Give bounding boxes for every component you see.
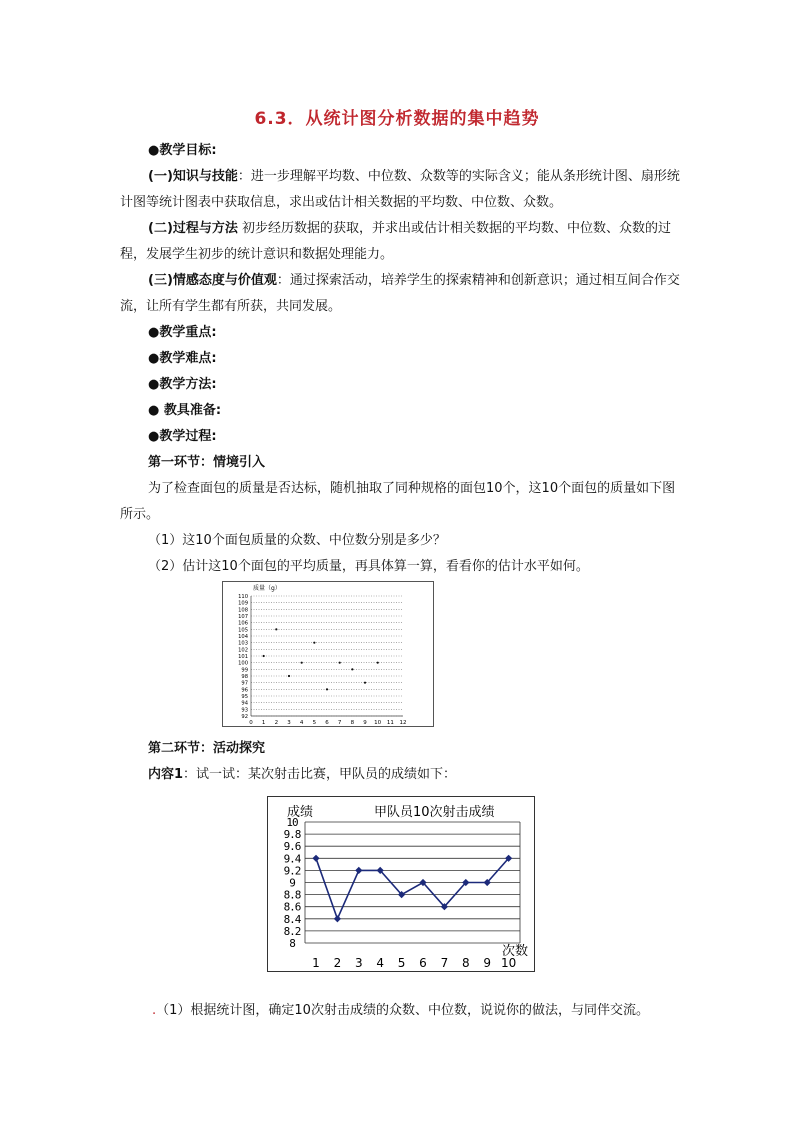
x-axis-title: 次数 (501, 944, 529, 959)
y-tick-label: 8.8 (283, 888, 301, 902)
bread-weight-chart-svg (223, 582, 433, 726)
data-point (288, 675, 290, 677)
section2-title: 第二环节：活动探究 (148, 741, 266, 756)
tools-heading: ● 教具准备: (148, 403, 222, 418)
x-tick-label: 2 (333, 956, 342, 970)
x-tick-label: 0 (249, 720, 253, 726)
section1-text: 为了检查面包的质量是否达标，随机抽取了同种规格的面包10个，这10个面包的质量如下图所示。 (120, 481, 676, 522)
x-tick-label: 4 (376, 956, 385, 970)
x-tick-label: 10 (374, 720, 382, 726)
y-tick-label: 10 (286, 816, 298, 829)
y-tick-label: 108 (238, 607, 248, 614)
x-tick-label: 3 (354, 956, 363, 970)
y-tick-label: 97 (241, 680, 248, 687)
data-point-marker (334, 915, 341, 922)
x-tick-label: 8 (461, 956, 470, 970)
y-tick-label: 93 (241, 707, 248, 714)
section1-title: 第一环节：情境引入 (148, 455, 266, 470)
bread-weight-chart (222, 581, 434, 727)
goal1-label: (一)知识与技能 (148, 169, 238, 184)
x-tick-label: 4 (299, 720, 304, 726)
x-tick-label: 1 (312, 956, 320, 970)
goal2-text: 初步经历数据的获取，并求出或估计相关数据的平均数、中位数、众数的过程，发展学生初步的统计意识和数据处理能力。 (120, 221, 672, 262)
y-tick-label: 100 (238, 660, 248, 667)
process-heading: ●教学过程: (148, 429, 217, 444)
data-point (326, 688, 328, 690)
goal3-paragraph (120, 268, 680, 320)
y-tick-label: 105 (238, 627, 248, 634)
y-tick-label: 8 (289, 937, 295, 950)
y-tick-label: 101 (238, 654, 248, 660)
x-tick-label: 3 (287, 720, 291, 726)
y-tick-label: 9 (289, 876, 295, 890)
goal1-text: ：进一步理解平均数、中位数、众数等的实际含义；能从条形统计图、扇形统计图等统计图表中获取信息，求出或估计相关数据的平均数、中位数、众数。 (120, 169, 680, 210)
x-tick-label: 5 (312, 720, 317, 726)
data-point (263, 655, 265, 657)
x-tick-label: 12 (399, 720, 407, 726)
content1-line (148, 762, 456, 788)
y-tick-label: 8.6 (283, 900, 301, 914)
question2: （2）估计这10个面包的平均质量，再具体算一算，看看你的估计水平如何。 (148, 559, 589, 574)
y-tick-label: 9.2 (283, 864, 301, 878)
content1-label: 内容1 (148, 767, 184, 782)
x-tick-label: 11 (386, 720, 394, 726)
y-tick-label: 106 (238, 620, 248, 627)
goals-heading: ●教学目标: (148, 143, 217, 158)
data-point (301, 662, 303, 664)
x-tick-label: 2 (274, 720, 279, 726)
content1-text: ：试一试：某次射击比赛，甲队员的成绩如下： (183, 767, 457, 782)
data-point (377, 662, 379, 664)
x-tick-label: 6 (419, 956, 427, 970)
y-tick-label: 102 (238, 647, 248, 654)
x-tick-label: 7 (337, 720, 342, 726)
y-tick-label: 95 (241, 694, 248, 700)
y-axis-label: 质量（g） (253, 585, 281, 592)
bullet-mark: . (152, 1003, 157, 1018)
y-tick-label: 98 (241, 674, 248, 680)
chart-title: 甲队员10次射击成绩 (374, 805, 495, 820)
x-tick-label: 7 (440, 956, 449, 970)
key-point-heading: ●教学重点: (148, 325, 217, 340)
final-question: .（1）根据统计图，确定10次射击成绩的众数、中位数，说说你的做法，与同伴交流。 (152, 1003, 649, 1018)
x-tick-label: 6 (325, 720, 329, 726)
x-tick-label: 5 (397, 956, 406, 970)
data-point-marker (355, 867, 362, 874)
y-tick-label: 8.2 (283, 924, 301, 938)
data-point (313, 642, 315, 644)
x-tick-label: 9 (483, 956, 492, 970)
goal3-text: ：通过探索活动，培养学生的探索精神和创新意识；通过相互间合作交流，让所有学生都有所获，共同发展。 (120, 273, 680, 314)
goal2-label: (二)过程与方法 (148, 221, 238, 236)
y-tick-label: 104 (238, 634, 248, 640)
y-tick-label: 9.4 (283, 852, 301, 866)
y-tick-label: 94 (241, 700, 248, 707)
goal1-paragraph (120, 164, 680, 216)
method-heading: ●教学方法: (148, 377, 217, 392)
difficulty-heading: ●教学难点: (148, 351, 217, 366)
shooting-score-chart-svg (268, 797, 534, 971)
goal3-label: (三)情感态度与价值观 (148, 273, 277, 288)
x-tick-label: 8 (350, 720, 355, 726)
y-axis-title: 成绩 (287, 805, 314, 820)
data-point (339, 662, 341, 664)
x-tick-label: 1 (261, 720, 266, 726)
y-tick-label: 109 (238, 600, 248, 607)
data-point-marker (312, 855, 319, 862)
question1: （1）这10个面包质量的众数、中位数分别是多少？ (148, 533, 446, 548)
page-title: 6.3．从统计图分析数据的集中趋势 (254, 109, 540, 129)
x-tick-label: 9 (363, 720, 367, 726)
x-tick-label: 10 (500, 956, 517, 970)
y-tick-label: 96 (241, 687, 248, 694)
data-point (275, 628, 277, 630)
y-tick-label: 9.8 (283, 828, 301, 842)
y-tick-label: 110 (238, 594, 248, 600)
series-line (316, 858, 509, 919)
y-tick-label: 9.6 (283, 840, 301, 854)
y-tick-label: 92 (241, 714, 248, 720)
y-tick-label: 99 (241, 667, 248, 674)
data-point (351, 668, 353, 670)
shooting-score-chart (267, 796, 535, 972)
goal2-paragraph (120, 216, 680, 268)
y-tick-label: 8.4 (283, 912, 301, 926)
y-tick-label: 103 (238, 640, 248, 647)
y-tick-label: 107 (238, 614, 248, 620)
data-point (364, 682, 366, 684)
